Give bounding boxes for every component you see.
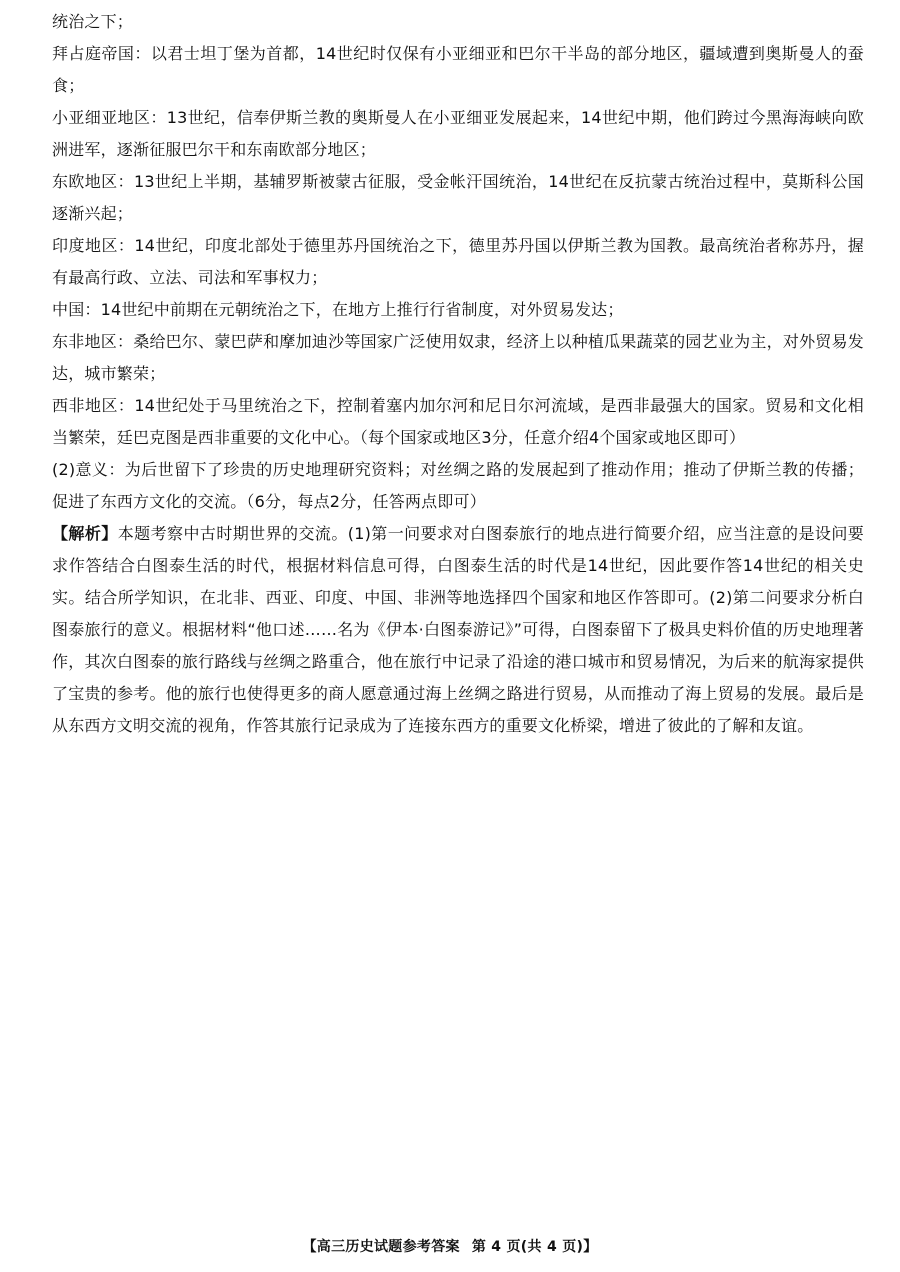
paragraph-india: 印度地区：14世纪，印度北部处于德里苏丹国统治之下，德里苏丹国以伊斯兰教为国教。最高统治者称苏丹，握有最高行政、立法、司法和军事权力； xyxy=(52,236,864,287)
paragraph-eastern-europe: 东欧地区：13世纪上半期，基辅罗斯被蒙古征服，受金帐汗国统治，14世纪在反抗蒙古统治过程中，莫斯科公国逐渐兴起； xyxy=(52,172,864,223)
paragraph-china: 中国：14世纪中前期在元朝统治之下，在地方上推行行省制度，对外贸易发达； xyxy=(52,300,624,319)
paragraph-analysis xyxy=(52,518,864,742)
paragraph-byzantine: 拜占庭帝国：以君士坦丁堡为首都，14世纪时仅保有小亚细亚和巴尔干半岛的部分地区，疆域遭到奥斯曼人的蚕食； xyxy=(52,44,864,95)
paragraph-east-africa: 东非地区：桑给巴尔、蒙巴萨和摩加迪沙等国家广泛使用奴隶，经济上以种植瓜果蔬菜的园艺业为主，对外贸易发达，城市繁荣； xyxy=(52,332,864,383)
footer-title: 【高三历史试题参考答案 xyxy=(302,1239,460,1255)
analysis-text: 本题考察中古时期世界的交流。(1)第一问要求对白图泰旅行的地点进行简要介绍，应当注意的是设问要求作答结合白图泰生活的时代，根据材料信息可得，白图泰生活的时代是14世纪，因此要作答14世纪的相关史实。结合所学知识，在北非、西亚、印度、中国、非洲等地选择四个国家和地区作答即可。(2)第二问要求分析白图泰旅行的意义。根据材料“他口述……名为《伊本·白图泰游记》”可得，白图泰留下了极具史料价值的历史地理著作，其次白图泰的旅行路线与丝绸之路重合，他在旅行中记录了沿途的港口城市和贸易情况，为后来的航海家提供了宝贵的参考。他的旅行也使得更多的商人愿意通过海上丝绸之路进行贸易，从而推动了海上贸易的发展。最后是从东西方文明交流的视角，作答其旅行记录成为了连接东西方的重要文化桥梁，增进了彼此的了解和友谊。 xyxy=(52,524,864,735)
document-body xyxy=(52,6,864,742)
paragraph-significance: (2)意义：为后世留下了珍贵的历史地理研究资料；对丝绸之路的发展起到了推动作用；推动了伊斯兰教的传播；促进了东西方文化的交流。（6分，每点2分，任答两点即可） xyxy=(52,460,864,511)
analysis-label: 【解析】 xyxy=(52,524,118,543)
paragraph-west-africa: 西非地区：14世纪处于马里统治之下，控制着塞内加尔河和尼日尔河流域，是西非最强大的国家。贸易和文化相当繁荣，廷巴克图是西非重要的文化中心。（每个国家或地区3分，任意介绍4个国家或地区即可） xyxy=(52,396,864,447)
paragraph-asia-minor: 小亚细亚地区：13世纪，信奉伊斯兰教的奥斯曼人在小亚细亚发展起来，14世纪中期，他们跨过今黑海海峡向欧洲进军，逐渐征服巴尔干和东南欧部分地区； xyxy=(52,108,864,159)
page-footer xyxy=(0,1236,900,1256)
paragraph-1: 统治之下； xyxy=(52,12,134,31)
footer-page-number: 第 4 页(共 4 页)】 xyxy=(471,1239,598,1255)
